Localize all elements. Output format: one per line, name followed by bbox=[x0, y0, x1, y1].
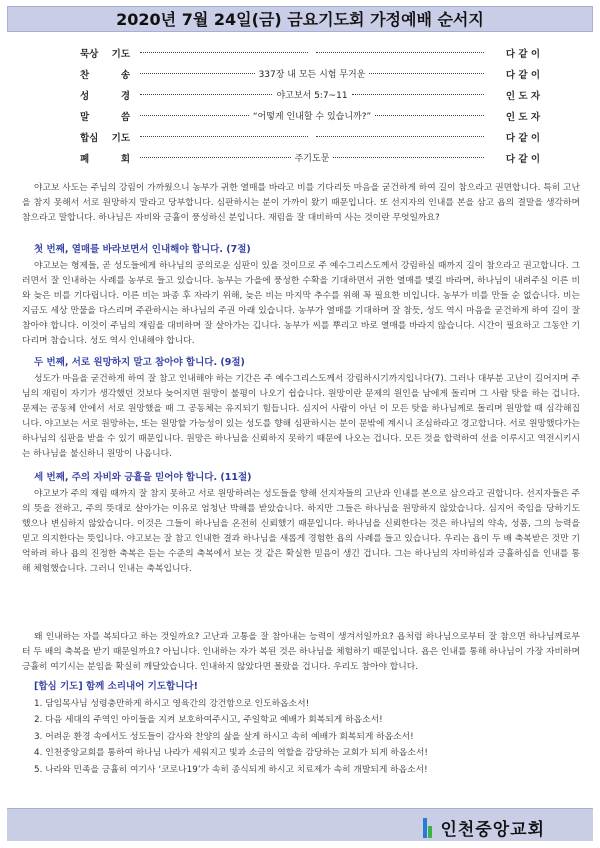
sermon-section-1 bbox=[22, 242, 580, 349]
order-content: 주기도문 bbox=[294, 154, 330, 164]
section-heading: 첫 번째, 열매를 바라보면서 인내해야 합니다. (7절) bbox=[34, 244, 251, 255]
order-dots bbox=[136, 109, 488, 122]
logo-bar-green bbox=[428, 826, 432, 838]
order-row-united-prayer bbox=[80, 126, 540, 147]
order-leader: 인 도 자 bbox=[505, 111, 540, 123]
prayer-section bbox=[22, 679, 580, 778]
sermon-section-2 bbox=[22, 355, 580, 462]
church-logo-icon bbox=[421, 818, 435, 838]
order-leader: 다 같 이 bbox=[505, 48, 540, 60]
order-content: 야고보서 5:7~11 bbox=[276, 91, 348, 101]
prayer-item: 4. 인천중앙교회를 통하여 하나님 나라가 세워지고 빛과 소금의 역할을 감당하는 교회가 되게 하옵소서! bbox=[34, 748, 428, 758]
order-row-closing bbox=[80, 147, 540, 168]
order-leader: 인 도 자 bbox=[505, 90, 540, 102]
section-body: 성도가 마음을 굳건하게 하여 잘 참고 인내해야 하는 기간은 주 예수그리스도께서 강림하시기까지입니다(7). 그러나 대부분 고난이 길어지며 주님의 재림이 자기가 생각했던 것보다 늦어지면 원망이 불평이 나오기 쉽습니다. 원망이란 문제의 원인을 남에게 돌리며 그 사람 탓을 하는 겁니다. 문제는 공동체 안에서 서로 원망했을 때 그 공동체는 유지되기 힘듭니다. 심지어 사람이 아닌 이 모든 탓을 하나님께로 돌리며 원망할 때 심각해집니다. 야고보는 서로 원망하는, 또는 원망할 가능성이 있는 성도를 향해 심판하시는 분이 문밖에 계시니 조심하라고 경고합니다. 서로 원망했다가는 하나님의 심판을 받을 수 있기 때문입니다. 원망은 하나님을 신뢰하지 못하기 때문에 나오는 겁니다. 모든 것을 합력하여 선을 이루시고 역전시키시는 하나님을 불신하니 원망이 나옵니다. bbox=[22, 374, 580, 459]
order-leader: 다 같 이 bbox=[505, 69, 540, 81]
worship-order bbox=[80, 42, 540, 168]
prayer-list bbox=[34, 696, 580, 779]
order-row-sermon bbox=[80, 105, 540, 126]
church-brand bbox=[421, 815, 545, 840]
prayer-item: 1. 담임목사님 성령충만하게 하시고 영육간의 강건함으로 인도하옵소서! bbox=[34, 698, 310, 709]
closing-paragraph: 왜 인내하는 자를 복되다고 하는 것일까요? 고난과 고통을 잘 참아내는 능력이 생겨서일까요? 욥처럼 하나님으로부터 잘 참으면 하나님께로부터 두 배의 축복을 받기 때문일까요? 아닙니다. 인내하는 자가 복된 것은 하나님을 체험하기 때문입니다. 욥은 인내를 통해 하나님이 가장 자비하며 긍휼히 여기시는 분임을 확실히 깨달았습니다. 인내하지 않았다면 몰랐을 겁니다. 우리도 참아야 합니다. bbox=[22, 632, 580, 672]
section-heading: 두 번째, 서로 원망하지 말고 참아야 합니다. (9절) bbox=[34, 357, 245, 368]
order-dots bbox=[136, 136, 488, 137]
order-label: 묵상 기도 bbox=[80, 48, 130, 60]
logo-bar-blue bbox=[423, 818, 427, 838]
order-label: 말 씀 bbox=[80, 111, 130, 123]
order-label: 합심 기도 bbox=[80, 132, 130, 144]
order-row-hymn bbox=[80, 63, 540, 84]
prayer-item: 2. 다음 세대의 주역인 아이들을 지켜 보호하여주시고, 주일학교 예배가 회복되게 하옵소서! bbox=[34, 715, 383, 725]
prayer-item: 5. 나라와 민족을 긍휼히 여기사 ‘코로나19’가 속히 종식되게 하시고 치료제가 속히 개발되게 하옵소서! bbox=[34, 764, 428, 775]
section-body: 야고보는 형제들, 곧 성도들에게 하나님의 공의로운 심판이 있을 것이므로 주 예수그리스도께서 강림하실 때까지 길이 참으라고 권고합니다. 그러면서 잘 인내하는 사례를 농부로 들고 있습니다. 농부는 가을에 풍성한 수확을 기대하면서 귀한 열매를 맺길 바라며, 하나님이 내려주실 이른 비와 늦은 비를 기다립니다. 이른 비는 파종 후 자라기 위해, 늦은 비는 마지막 추수를 위해 꼭 필요한 비입니다. 농부가 비를 만들 순 없습니다. 비는 지금도 세상 만물을 다스리며 주관하시는 하나님의 주권 아래 있습니다. 농부가 열매를 기대하며 잘 참듯, 성도 역시 마음을 굳건하게 하여 길이 잘 참아야 합니다. 이것이 주님의 재림을 대비하며 잘 살아가는 깁니다. 농부가 씨를 뿌리고 바로 열매를 바라지 않습니다. 시간이 필요하고 그동안 기다리며 참습니다. 성도 역시 인내해야 합니다. bbox=[22, 261, 580, 346]
sermon-section-3 bbox=[22, 470, 580, 577]
section-heading: 세 번째, 주의 자비와 긍휼을 믿어야 합니다. (11절) bbox=[34, 472, 252, 483]
footer-bar bbox=[7, 808, 593, 841]
order-label: 폐 회 bbox=[80, 153, 130, 165]
order-dots bbox=[136, 67, 488, 80]
order-label: 찬 송 bbox=[80, 69, 130, 81]
church-name: 인천중앙교회 bbox=[440, 820, 545, 840]
order-dots bbox=[136, 88, 488, 101]
order-label: 성 경 bbox=[80, 90, 130, 102]
order-leader: 다 같 이 bbox=[505, 132, 540, 144]
order-leader: 다 같 이 bbox=[505, 153, 540, 165]
prayer-title: [합심 기도] 함께 소리내어 기도합니다! bbox=[34, 681, 198, 692]
page-title: 2020년 7월 24일(금) 금요기도회 가정예배 순서지 bbox=[7, 6, 593, 32]
section-body: 야고보가 주의 재림 때까지 잘 참지 못하고 서로 원망하려는 성도들을 향해 선지자들의 고난과 인내를 본으로 삼으라고 권합니다. 선지자들은 주의 뜻을 전하고, 주의 뜻대로 살아가는 이유로 엄청난 박해를 받았습니다. 하지만 그들은 하나님을 원망하지 않았습니다. 심지어 죽임을 당하기도 했으나 변심하지 않았습니다. 이것은 그들이 하나님을 온전히 신뢰했기 때문입니다. 하나님을 신뢰한다는 것은 하나님의 약속, 성품, 그의 능력을 믿고 의지한다는 뜻입니다. 야고보는 잘 참고 인내한 결과 하나님을 새롭게 경험한 욥의 사례를 들고 있습니다. 우리는 욥이 두 배 축복받은 것만 기억하려 하나 욥의 진정한 축복은 듣는 수준의 축복에서 보는 것 같은 확실한 믿음이 생긴 겁니다. 그는 하나님의 자비하심과 긍휼하심을 인내를 통해 체험했습니다. 그러니 인내는 축복입니다. bbox=[22, 489, 581, 574]
prayer-item: 3. 어려운 환경 속에서도 성도들이 감사와 찬양의 삶을 살게 하시고 속히 예배가 회복되게 하옵소서! bbox=[34, 731, 414, 742]
intro-paragraph: 야고보 사도는 주님의 강림이 가까웠으니 농부가 귀한 열매를 바라고 비를 기다리듯 마음을 굳건하게 하여 길이 참으라고 권면합니다. 특히 고난을 참지 못해서 서로 원망하지 말라고 당부합니다. 심판하시는 분이 가까이 왔기 때문입니다. 또 선지자의 인내를 본을 삼고 욥의 결말을 생각하며 참으라고 말합니다. 하나님은 자비와 긍휼이 풍성하신 분입니다. 재림을 잘 대비하여 사는 것이란 무엇일까요? bbox=[22, 183, 581, 223]
order-content: 337장 내 모든 시험 무거운 bbox=[258, 70, 366, 80]
order-dots bbox=[136, 151, 488, 164]
order-row-scripture bbox=[80, 84, 540, 105]
order-row-silent-prayer bbox=[80, 42, 540, 63]
order-dots bbox=[136, 52, 488, 53]
order-content: “어떻게 인내할 수 있습니까?” bbox=[252, 112, 372, 122]
